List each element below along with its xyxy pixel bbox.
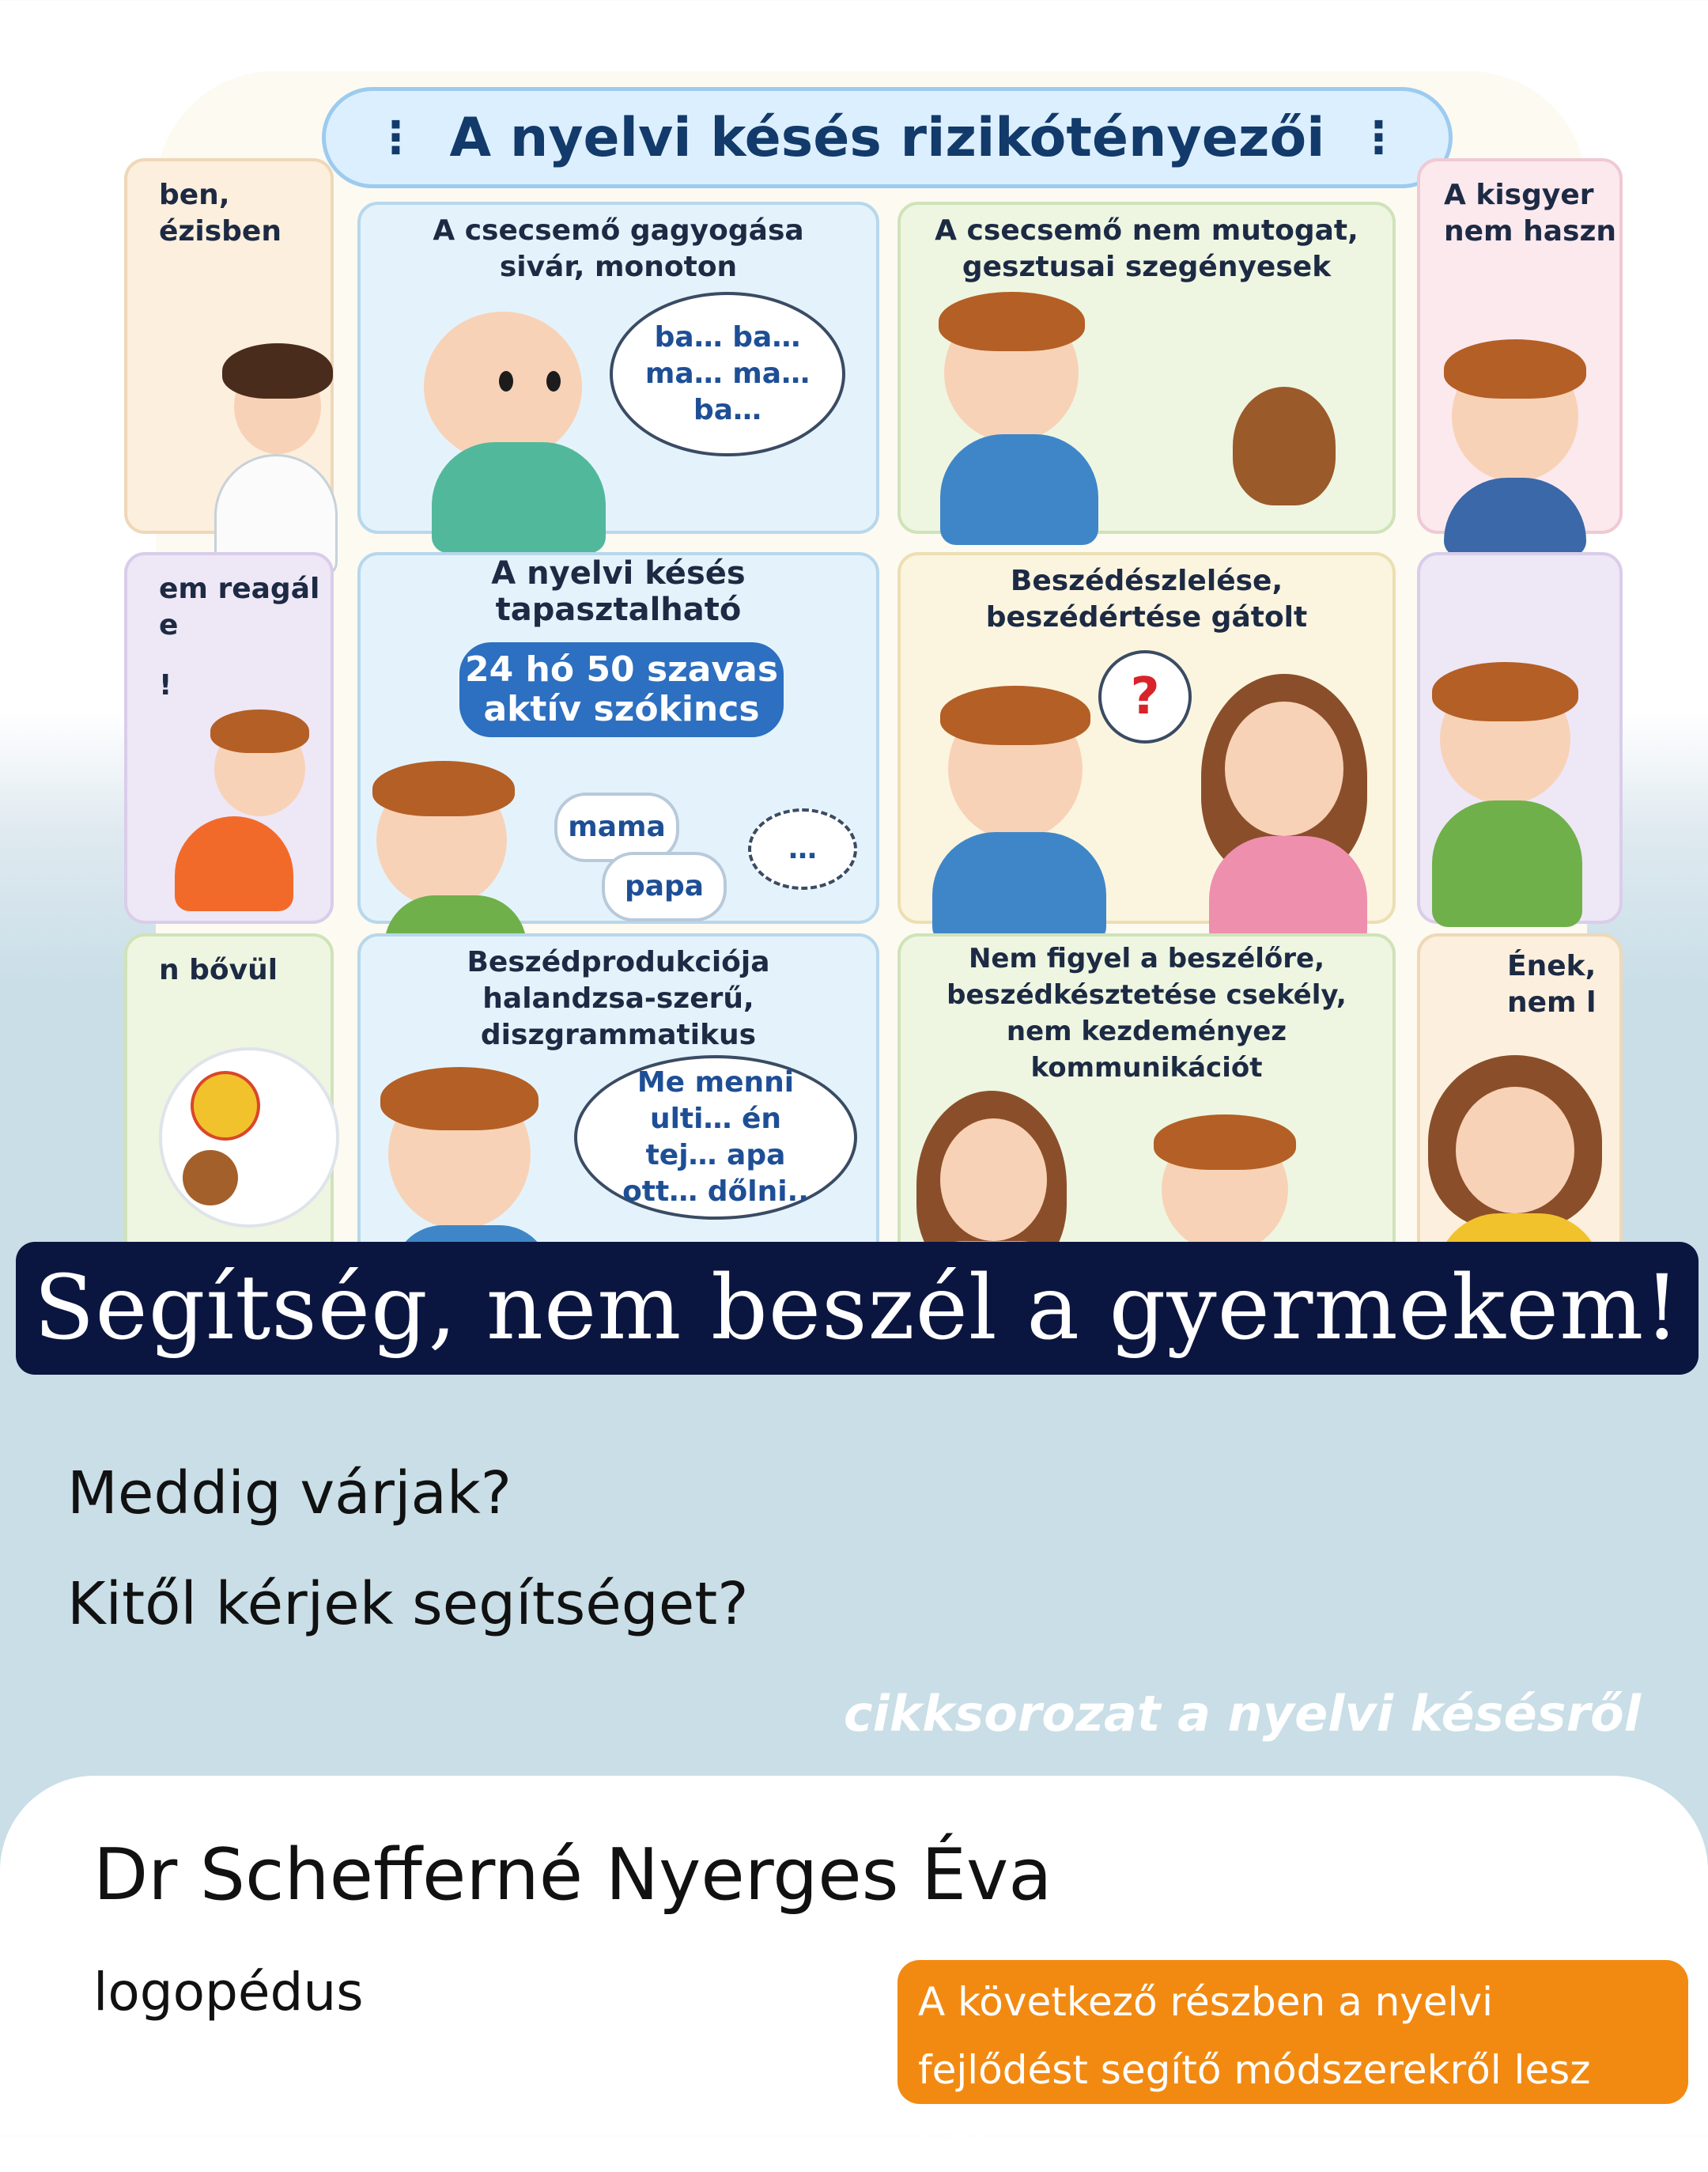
panel-right-1 xyxy=(1417,158,1623,534)
eye xyxy=(499,371,513,392)
partial-caption: ! xyxy=(159,669,172,702)
bubble-text: papa xyxy=(624,870,705,902)
panel-babbling xyxy=(357,202,879,534)
child-hair xyxy=(940,686,1090,745)
panel-perception xyxy=(897,552,1396,924)
bubble-text: … xyxy=(788,832,817,865)
child-overalls xyxy=(1444,478,1586,557)
thought-bubble xyxy=(159,1047,339,1228)
panel-right-2 xyxy=(1417,552,1623,924)
author-role: logopédus xyxy=(93,1962,364,2023)
series-label: cikksorozat a nyelvi késésről xyxy=(843,1685,1641,1743)
child-hair xyxy=(1154,1114,1296,1170)
headline-banner xyxy=(16,1242,1699,1375)
panel-caption: Nem figyel a beszélőre, beszédkésztetése csekély, nem kezdeményez kommunikációt xyxy=(947,943,1347,1084)
headline-text: Segítség, nem beszél a gyermekem! xyxy=(33,1257,1681,1360)
child-hair xyxy=(1444,339,1586,399)
panel-caption: A csecsemő gagyogása sivár, monoton xyxy=(433,214,804,283)
panel-left-1 xyxy=(124,158,334,534)
speech-bubble xyxy=(610,292,845,456)
teddy-icon xyxy=(183,1150,238,1205)
panel-caption: Beszédprodukciója halandzsa-szerű, diszgrammatikus xyxy=(467,946,770,1051)
illustration-title xyxy=(322,87,1453,188)
bubble-text: ? xyxy=(1130,668,1160,726)
ball-icon xyxy=(191,1071,260,1141)
partial-caption: ézisben xyxy=(159,215,282,248)
woman-head xyxy=(1225,702,1343,836)
eye xyxy=(546,371,561,392)
badge-text: 24 hó 50 szavas aktív szókincs xyxy=(464,649,779,729)
sparkle-icon: ⋮ xyxy=(1356,112,1401,164)
partial-caption: nem haszn xyxy=(1444,215,1617,248)
woman-shirt xyxy=(1209,836,1367,947)
woman-head xyxy=(940,1118,1047,1241)
panel-attention xyxy=(897,933,1396,1266)
baby-body xyxy=(432,442,606,553)
doctor-hair xyxy=(222,343,333,399)
bubble-text: Me menni ulti… én tej… apa ott… dőlni.. xyxy=(622,1066,809,1208)
question-1: Meddig várjak? xyxy=(67,1459,512,1527)
child-hair xyxy=(1432,662,1578,721)
child-shirt xyxy=(175,816,293,911)
sparkle-icon: ⋮ xyxy=(373,112,418,164)
speech-bubble-empty xyxy=(748,808,857,890)
illustration-title-text: A nyelvi késés rizikótényezői xyxy=(449,106,1325,169)
partial-caption: n bővül xyxy=(159,954,278,986)
panel-left-3 xyxy=(124,933,334,1266)
illustration xyxy=(156,71,1617,1242)
panel-caption: A nyelvi késés tapasztalható xyxy=(491,555,746,628)
bubble-text: ba… ba… ma… ma… ba… xyxy=(644,321,811,426)
panel-caption: Beszédészlelése, beszédértése gátolt xyxy=(985,565,1308,634)
question-2: Kitől kérjek segítséget? xyxy=(67,1570,749,1638)
partial-caption: nem l xyxy=(1507,986,1597,1019)
partial-caption: ben, xyxy=(159,179,230,211)
panel-production xyxy=(357,933,879,1266)
speech-bubble xyxy=(574,1055,857,1220)
child-hair xyxy=(210,709,309,753)
child-shirt xyxy=(1432,800,1582,927)
child-hair xyxy=(372,761,515,816)
child-hair xyxy=(939,292,1085,351)
woman-head xyxy=(1456,1087,1574,1213)
panel-left-2 xyxy=(124,552,334,924)
delay-badge xyxy=(459,642,784,737)
panel-gestures xyxy=(897,202,1396,534)
child-shirt xyxy=(940,434,1098,545)
teddy-bear-icon xyxy=(1233,387,1336,505)
partial-caption: Ének, xyxy=(1507,950,1597,982)
panel-right-3 xyxy=(1417,933,1623,1266)
child-hair xyxy=(380,1067,538,1130)
panel-caption: A csecsemő nem mutogat, gesztusai szegényesek xyxy=(935,214,1358,283)
partial-caption: em reagál xyxy=(159,573,320,605)
bubble-text: mama xyxy=(568,811,666,843)
author-name: Dr Schefferné Nyerges Éva xyxy=(93,1833,1052,1917)
partial-caption: e xyxy=(159,609,179,641)
question-bubble xyxy=(1098,650,1192,744)
child-shirt xyxy=(932,832,1106,943)
next-part-note: A következő részben a nyelvi fejlődést segítő módszerekről lesz szó xyxy=(897,1960,1688,2104)
speech-bubble-papa xyxy=(602,852,727,921)
partial-caption: A kisgyer xyxy=(1444,179,1594,211)
panel-delay xyxy=(357,552,879,924)
